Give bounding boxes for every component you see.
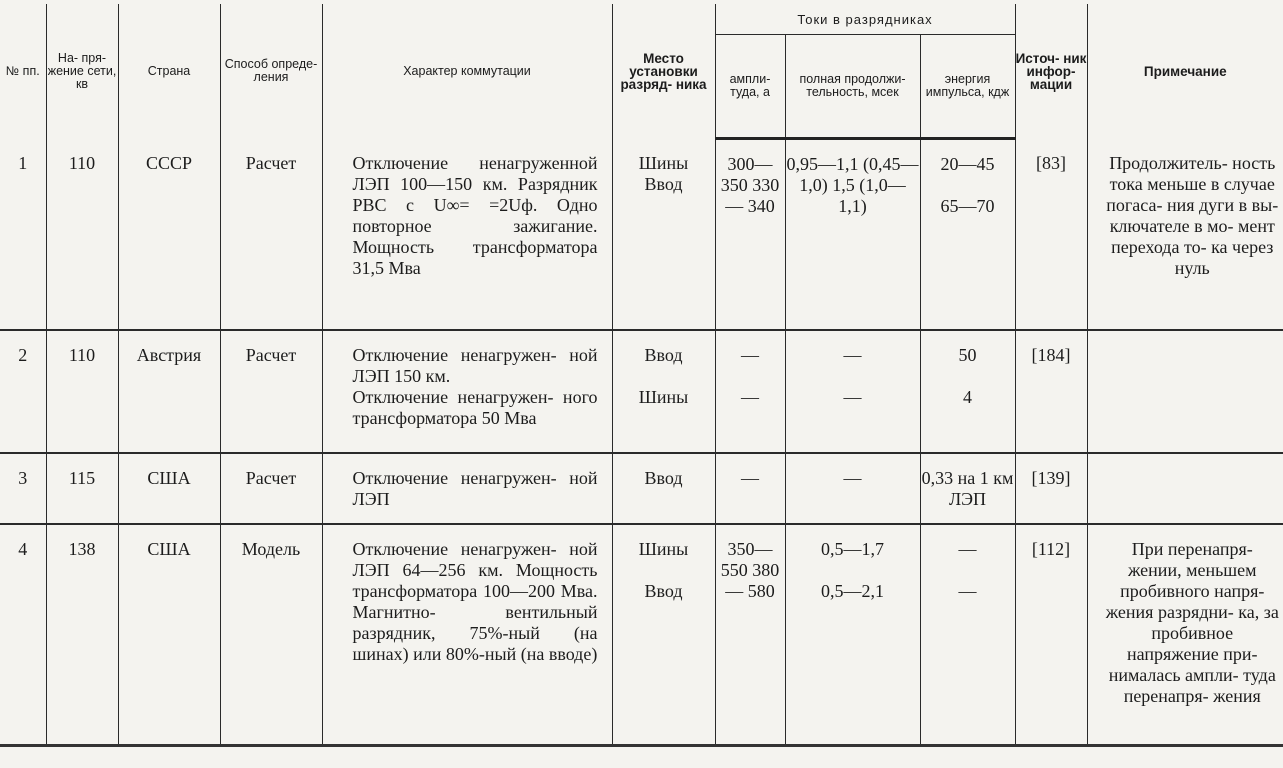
header-energy: энергия импульса, кдж xyxy=(920,35,1015,139)
location-line: Ввод xyxy=(644,581,683,601)
cell-duration: — xyxy=(785,453,920,524)
header-location: Место установки разряд- ника xyxy=(612,4,715,139)
header-currents-group: Токи в разрядниках xyxy=(715,4,1015,35)
character-line: Отключение ненагружен- ной ЛЭП 150 км. xyxy=(352,345,598,386)
header-source: Источ- ник инфор- мации xyxy=(1015,4,1087,139)
cell-character: Отключение ненагружен- ной ЛЭП xyxy=(322,453,612,524)
cell-location xyxy=(612,524,715,746)
cell-energy xyxy=(920,330,1015,453)
data-table xyxy=(0,4,1283,747)
header-no: № пп. xyxy=(0,4,46,139)
cell-country: СССР xyxy=(118,139,220,331)
cell-method: Расчет xyxy=(220,139,322,331)
cell-character xyxy=(322,330,612,453)
cell-country: Австрия xyxy=(118,330,220,453)
cell-method: Расчет xyxy=(220,453,322,524)
energy-line: — xyxy=(958,581,977,601)
table-row xyxy=(0,453,1283,524)
location-line: Шины xyxy=(638,152,689,173)
cell-method: Расчет xyxy=(220,330,322,453)
cell-duration xyxy=(785,330,920,453)
cell-amplitude: 300— 350 330— 340 xyxy=(715,139,785,331)
cell-note xyxy=(1087,330,1283,453)
cell-voltage: 110 xyxy=(46,330,118,453)
cell-source: [112] xyxy=(1015,524,1087,746)
cell-voltage: 110 xyxy=(46,139,118,331)
cell-amplitude xyxy=(715,330,785,453)
cell-energy xyxy=(920,139,1015,331)
duration-line: 0,5—1,7 xyxy=(821,539,884,559)
amplitude-line: — xyxy=(741,345,759,365)
cell-source: [184] xyxy=(1015,330,1087,453)
table-row xyxy=(0,524,1283,746)
energy-line: — xyxy=(958,539,977,559)
amplitude-line: — xyxy=(741,387,759,407)
header-voltage: На- пря- жение сети, кв xyxy=(46,4,118,139)
cell-amplitude: — xyxy=(715,453,785,524)
cell-source: [139] xyxy=(1015,453,1087,524)
cell-location: Ввод xyxy=(612,453,715,524)
location-line: Ввод xyxy=(644,173,683,194)
cell-no: 2 xyxy=(0,330,46,453)
cell-duration xyxy=(785,524,920,746)
table-header xyxy=(0,4,1283,139)
cell-note: Продолжитель- ность тока меньше в случае погаса- ния дуги в вы- ключателе в мо- мент перехода то- ка через нуль xyxy=(1087,139,1283,331)
location-line: Шины xyxy=(638,539,689,559)
energy-line: 65—70 xyxy=(940,196,995,216)
cell-method: Модель xyxy=(220,524,322,746)
cell-note: При перенапря- жении, меньшем пробивного напря- жения разрядни- ка, за пробивное напряжение при- нималась ампли- туда перенапря- жения xyxy=(1087,524,1283,746)
cell-no: 3 xyxy=(0,453,46,524)
cell-country: США xyxy=(118,524,220,746)
cell-amplitude: 350— 550 380— 580 xyxy=(715,524,785,746)
cell-character: Отключение ненагружен- ной ЛЭП 64—256 км. Мощность трансформатора 100—200 Мва. Магнитно- вентильный разрядник, 75%-ный (на шинах) или 80%-ный (на вводе) xyxy=(322,524,612,746)
cell-energy xyxy=(920,524,1015,746)
header-country: Страна xyxy=(118,4,220,139)
cell-location xyxy=(612,139,715,331)
duration-line: 0,5—2,1 xyxy=(821,581,884,601)
header-character: Характер коммутации xyxy=(322,4,612,139)
cell-voltage: 138 xyxy=(46,524,118,746)
duration-line: — xyxy=(843,345,862,365)
header-note: Примечание xyxy=(1143,63,1227,79)
cell-note xyxy=(1087,453,1283,524)
cell-energy: 0,33 на 1 км ЛЭП xyxy=(920,453,1015,524)
cell-character: Отключение ненагруженной ЛЭП 100—150 км. Разрядник РВС с U∞= =2Uф. Одно повторное зажигание. Мощность трансформатора 31,5 Мва xyxy=(322,139,612,331)
energy-line: 4 xyxy=(963,387,972,407)
location-line: Шины xyxy=(638,387,689,407)
table-row xyxy=(0,330,1283,453)
cell-location xyxy=(612,330,715,453)
cell-country: США xyxy=(118,453,220,524)
cell-source: [83] xyxy=(1015,139,1087,331)
header-method: Способ опреде- ления xyxy=(220,4,322,139)
header-amplitude: ампли- туда, а xyxy=(715,35,785,139)
duration-line: — xyxy=(843,387,862,407)
character-line: Отключение ненагружен- ного трансформатора 50 Мва xyxy=(352,387,598,428)
cell-no: 4 xyxy=(0,524,46,746)
energy-line: 50 xyxy=(958,345,977,365)
table-row xyxy=(0,139,1283,331)
location-line: Ввод xyxy=(644,345,683,365)
energy-line: 20—45 xyxy=(940,154,995,174)
cell-voltage: 115 xyxy=(46,453,118,524)
cell-duration: 0,95—1,1 (0,45—1,0) 1,5 (1,0—1,1) xyxy=(785,139,920,331)
header-duration: полная продолжи- тельность, мсек xyxy=(785,35,920,139)
cell-no: 1 xyxy=(0,139,46,331)
